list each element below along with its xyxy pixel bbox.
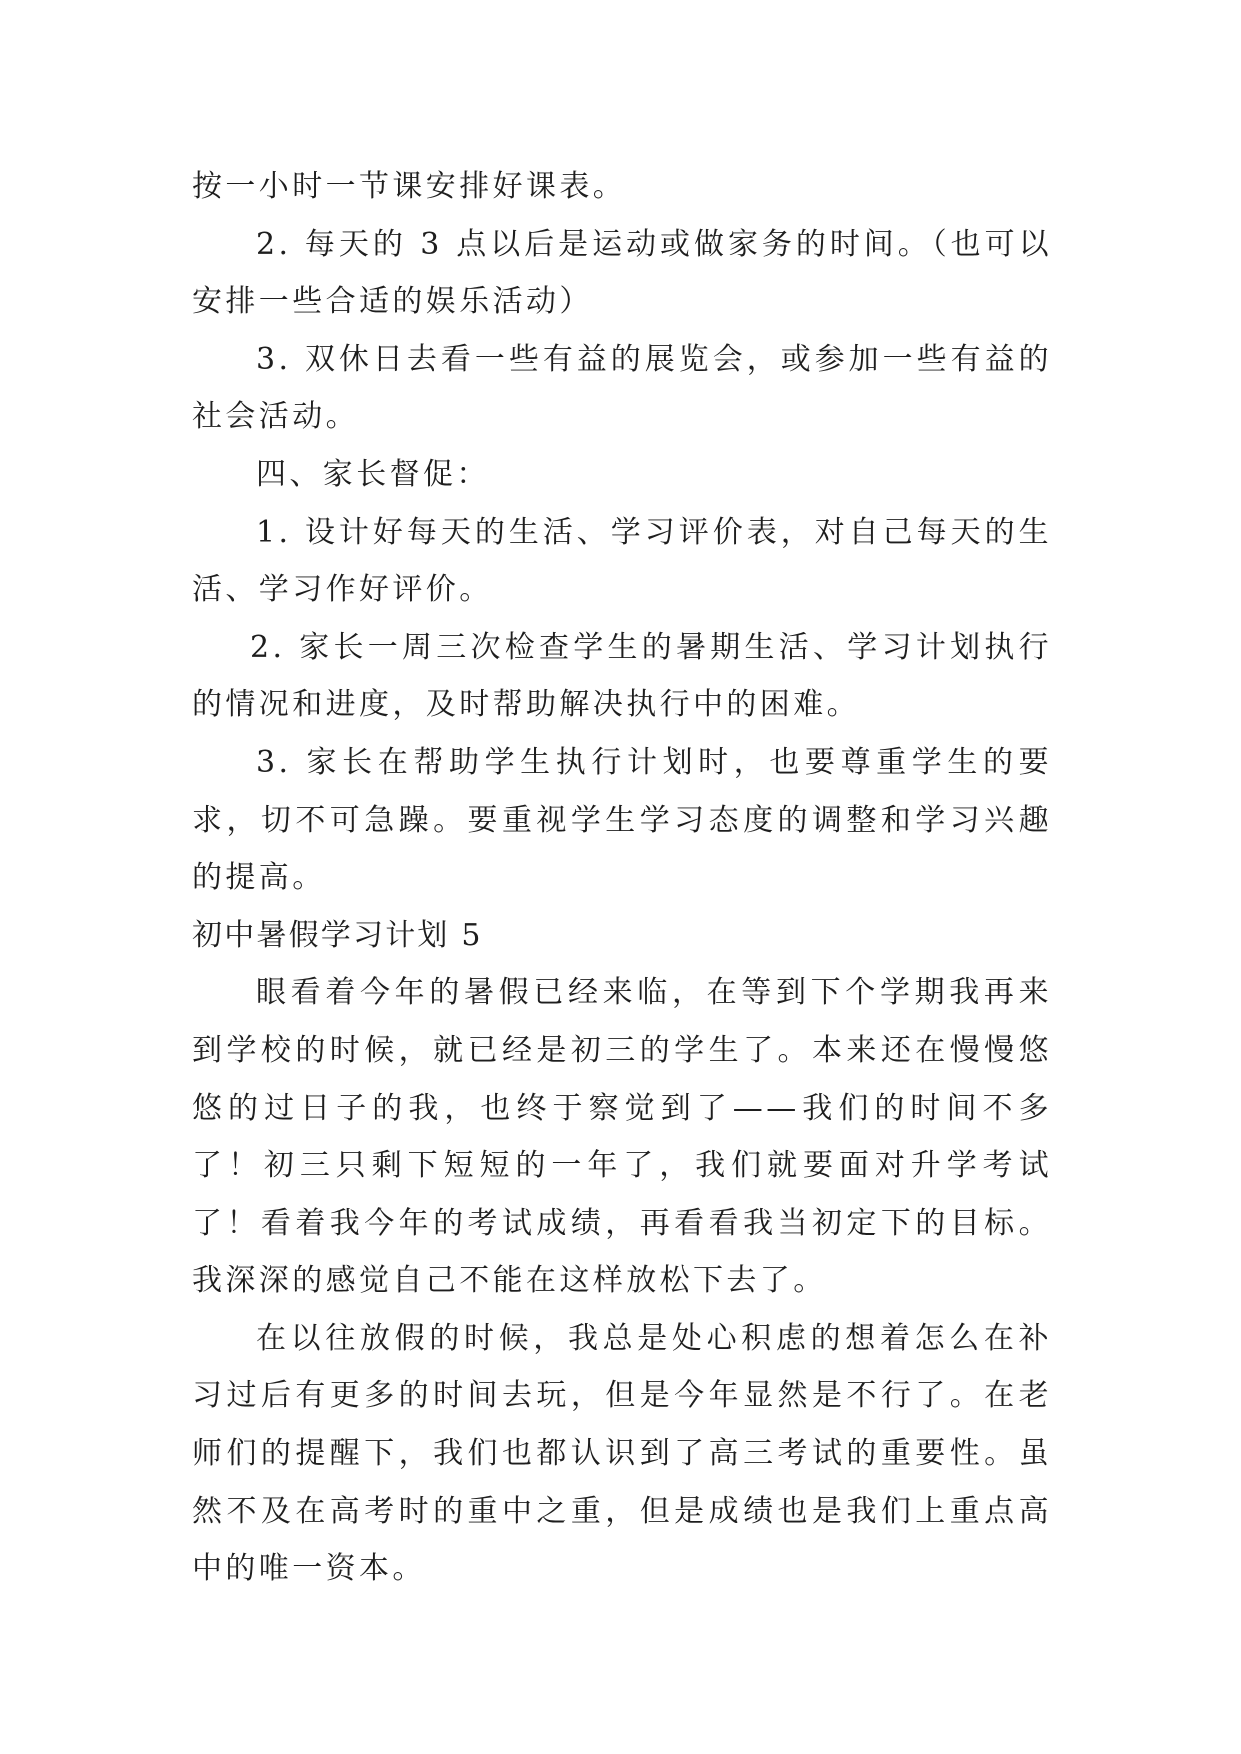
paragraph-past-holidays: 在以往放假的时候，我总是处心积虑的想着怎么在补习过后有更多的时间去玩，但是今年显然是不行了。在老师们的提醒下，我们也都认识到了高三考试的重要性。虽然不及在高考时的重中之重，但是成绩也是我们上重点高中的唯一资本。: [192, 1320, 1052, 1587]
paragraph-item-3-weekend: 3. 双休日去看一些有益的展览会，或参加一些有益的社会活动。: [192, 341, 1052, 435]
document-body: [192, 158, 1052, 1598]
paragraph-parent-item-3: 3. 家长在帮助学生执行计划时，也要尊重学生的要求，切不可急躁。要重视学生学习态度的调整和学习兴趣的提高。: [192, 744, 1052, 896]
paragraph-parent-item-2: 2. 家长一周三次检查学生的暑期生活、学习计划执行的情况和进度，及时帮助解决执行中的困难。: [192, 629, 1052, 723]
section-title-plan-5: 初中暑假学习计划 5: [192, 917, 483, 953]
paragraph-item-2-exercise: 2. 每天的 3 点以后是运动或做家务的时间。（也可以安排一些合适的娱乐活动）: [192, 226, 1052, 320]
section-heading-parent-supervision: 四、家长督促：: [256, 456, 490, 492]
paragraph-parent-item-1: 1. 设计好每天的生活、学习评价表，对自己每天的生活、学习作好评价。: [192, 514, 1052, 608]
paragraph-schedule-continued: 按一小时一节课安排好课表。: [192, 169, 627, 204]
paragraph-summer-intro: 眼看着今年的暑假已经来临，在等到下个学期我再来到学校的时候，就已经是初三的学生了。本来还在慢慢悠悠的过日子的我，也终于察觉到了——我们的时间不多了！初三只剩下短短的一年了，我们就要面对升学考试了！看着我今年的考试成绩，再看看我当初定下的目标。我深深的感觉自己不能在这样放松下去了。: [192, 975, 1052, 1299]
